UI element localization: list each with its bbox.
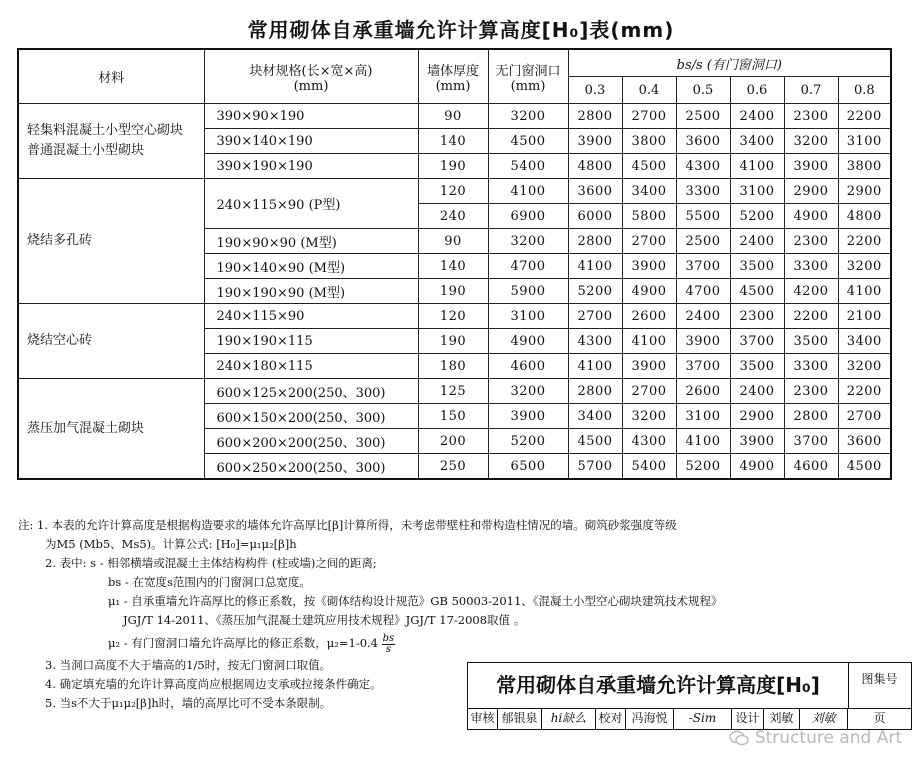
ratio-value-cell: 4900 — [622, 279, 676, 304]
col-header-no-opening-line2: (mm) — [510, 78, 546, 94]
ratio-value-cell: 2200 — [784, 304, 838, 329]
ratio-value-cell: 4100 — [676, 429, 730, 454]
signature-row — [468, 708, 911, 729]
ratio-value-cell: 3300 — [784, 354, 838, 379]
ratio-value-cell: 2300 — [784, 104, 838, 129]
ratio-value-cell: 4500 — [568, 429, 622, 454]
no-opening-cell: 4600 — [488, 354, 568, 379]
ratio-value-cell: 4500 — [730, 279, 784, 304]
ratio-value-cell: 3200 — [784, 129, 838, 154]
note-1b: 为M5 (Mb5、Ms5)。计算公式: [H₀]=μ₁μ₂[β]h — [45, 537, 297, 551]
checker-signature: -Sim — [674, 708, 732, 729]
height-table — [17, 48, 892, 480]
ratio-value-cell: 2700 — [838, 404, 891, 429]
thickness-cell: 140 — [418, 129, 488, 154]
ratio-value-cell: 2400 — [676, 304, 730, 329]
table-row — [18, 179, 891, 204]
spec-cell: 390×140×190 — [204, 129, 418, 154]
ratio-value-cell: 4700 — [676, 279, 730, 304]
ratio-value-cell: 3900 — [730, 429, 784, 454]
ratio-header-cell: 0.4 — [622, 77, 676, 104]
material-line: 烧结空心砖 — [27, 333, 93, 348]
ratio-value-cell: 4500 — [622, 154, 676, 179]
table-body — [18, 104, 891, 480]
material-cell — [18, 104, 204, 179]
ratio-value-cell: 3700 — [676, 354, 730, 379]
ratio-value-cell: 3700 — [784, 429, 838, 454]
ratio-value-cell: 2300 — [784, 229, 838, 254]
ratio-value-cell: 2900 — [838, 179, 891, 204]
ratio-value-cell: 3300 — [784, 254, 838, 279]
no-opening-cell: 6500 — [488, 454, 568, 480]
thickness-cell: 120 — [418, 304, 488, 329]
fraction-denominator: s — [385, 643, 391, 655]
col-header-thickness-line1: 墙体厚度 — [426, 63, 479, 79]
material-line: 普通混凝土小型砌块 — [27, 143, 145, 158]
ratio-value-cell: 4300 — [676, 154, 730, 179]
note-2c: μ₁ - 自承重墙允许高厚比的修正系数，按《砌体结构设计规范》GB 50003-2011、《混凝土小型空心砌块建筑技术规程》 — [108, 594, 723, 608]
ratio-value-cell: 5400 — [622, 454, 676, 480]
ratio-value-cell: 2300 — [784, 379, 838, 404]
ratio-value-cell: 4800 — [568, 154, 622, 179]
ratio-value-cell: 3700 — [730, 329, 784, 354]
reviewer-signature: hi缺么 — [542, 708, 596, 729]
ratio-value-cell: 4600 — [784, 454, 838, 480]
spec-cell: 390×90×190 — [204, 104, 418, 129]
ratio-value-cell: 2400 — [730, 229, 784, 254]
thickness-cell: 250 — [418, 454, 488, 480]
ratio-header-cell: 0.6 — [730, 77, 784, 104]
ratio-value-cell: 2400 — [730, 379, 784, 404]
page-title: 常用砌体自承重墙允许计算高度[H₀]表(mm) — [247, 18, 675, 42]
no-opening-cell: 5200 — [488, 429, 568, 454]
table-row — [18, 304, 891, 329]
thickness-cell: 90 — [418, 229, 488, 254]
ratio-value-cell: 3400 — [838, 329, 891, 354]
material-line: 蒸压加气混凝土砌块 — [27, 420, 145, 436]
ratio-value-cell: 4800 — [838, 204, 891, 229]
col-header-spec-line1: 块材规格(长×宽×高) — [249, 63, 373, 79]
col-header-material: 材料 — [18, 49, 204, 104]
col-header-thickness-line2: (mm) — [435, 78, 471, 94]
table-row — [18, 104, 891, 129]
ratio-value-cell: 3900 — [784, 154, 838, 179]
spec-cell: 240×115×90 (P型) — [204, 179, 418, 229]
ratio-value-cell: 4200 — [784, 279, 838, 304]
ratio-value-cell: 2700 — [622, 104, 676, 129]
ratio-value-cell: 4100 — [568, 254, 622, 279]
ratio-value-cell: 2700 — [568, 304, 622, 329]
ratio-value-cell: 3200 — [838, 254, 891, 279]
ratio-value-cell: 2800 — [568, 379, 622, 404]
ratio-value-cell: 2500 — [676, 229, 730, 254]
ratio-value-cell: 2900 — [730, 404, 784, 429]
spec-cell: 600×200×200(250、300) — [204, 429, 418, 454]
thickness-cell: 190 — [418, 154, 488, 179]
ratio-value-cell: 3100 — [838, 129, 891, 154]
ratio-value-cell: 2700 — [622, 379, 676, 404]
ratio-value-cell: 3500 — [784, 329, 838, 354]
note-1a: 注: 1. 本表的允许计算高度是根据构造要求的墙体允许高厚比[β]计算所得，未考虑带壁柱和带构造柱情况的墙。砌筑砂浆强度等级 — [18, 518, 677, 532]
ratio-value-cell: 2800 — [568, 104, 622, 129]
check-label: 校对 — [596, 708, 626, 729]
ratio-value-cell: 3400 — [730, 129, 784, 154]
note-2a: 2. 表中: s - 相邻横墙或混凝土主体结构构件 (柱或墙)之间的距离; — [45, 556, 377, 570]
ratio-value-cell: 3900 — [676, 329, 730, 354]
design-label: 设计 — [732, 708, 764, 729]
col-header-ratio-group: bs/s (有门窗洞口) — [568, 49, 891, 77]
watermark-text: Structure and Art — [754, 728, 902, 748]
ratio-value-cell: 4900 — [784, 204, 838, 229]
ratio-value-cell: 2700 — [622, 229, 676, 254]
note-2e-text: μ₂ - 有门窗洞口墙允许高厚比的修正系数，μ₂=1-0.4 — [108, 636, 378, 650]
note-2b: bs - 在宽度s范围内的门窗洞口总宽度。 — [108, 575, 311, 589]
note-2e — [18, 630, 898, 656]
ratio-value-cell: 4900 — [730, 454, 784, 480]
spec-cell: 600×250×200(250、300) — [204, 454, 418, 480]
ratio-value-cell: 2200 — [838, 229, 891, 254]
ratio-value-cell: 4100 — [568, 354, 622, 379]
ratio-value-cell: 3100 — [676, 404, 730, 429]
ratio-value-cell: 2500 — [676, 104, 730, 129]
ratio-value-cell: 2800 — [784, 404, 838, 429]
ratio-value-cell: 5200 — [568, 279, 622, 304]
ratio-value-cell: 2600 — [622, 304, 676, 329]
spec-cell: 240×180×115 — [204, 354, 418, 379]
thickness-cell: 120 — [418, 179, 488, 204]
ratio-value-cell: 3400 — [568, 404, 622, 429]
material-cell — [18, 179, 204, 304]
ratio-value-cell: 2800 — [568, 229, 622, 254]
ratio-value-cell: 3600 — [568, 179, 622, 204]
ratio-header-cell: 0.3 — [568, 77, 622, 104]
note-4: 4. 确定填充墙的允许计算高度尚应根据周边支承或拉接条件确定。 — [45, 677, 382, 691]
material-line: 轻集料混凝土小型空心砌块 — [27, 123, 184, 138]
no-opening-cell: 4100 — [488, 179, 568, 204]
ratio-value-cell: 2300 — [730, 304, 784, 329]
no-opening-cell: 3100 — [488, 304, 568, 329]
note-2d: JGJ/T 14-2011、《蒸压加气混凝土建筑应用技术规程》JGJ/T 17-2008取值 。 — [123, 613, 526, 627]
ratio-value-cell: 4100 — [838, 279, 891, 304]
ratio-value-cell: 5800 — [622, 204, 676, 229]
no-opening-cell: 5400 — [488, 154, 568, 179]
no-opening-cell: 3900 — [488, 404, 568, 429]
material-cell — [18, 379, 204, 480]
ratio-value-cell: 2100 — [838, 304, 891, 329]
thickness-cell: 90 — [418, 104, 488, 129]
ratio-value-cell: 3800 — [838, 154, 891, 179]
ratio-value-cell: 5200 — [676, 454, 730, 480]
designer-signature: 刘敏 — [800, 708, 848, 729]
thickness-cell: 190 — [418, 329, 488, 354]
ratio-value-cell: 3700 — [676, 254, 730, 279]
thickness-cell: 240 — [418, 204, 488, 229]
ratio-value-cell: 3200 — [838, 354, 891, 379]
table-row — [18, 379, 891, 404]
ratio-value-cell: 4300 — [622, 429, 676, 454]
checker-name: 冯海悦 — [626, 708, 674, 729]
thickness-cell: 150 — [418, 404, 488, 429]
ratio-value-cell: 3100 — [730, 179, 784, 204]
ratio-value-cell: 3600 — [676, 129, 730, 154]
no-opening-cell: 4900 — [488, 329, 568, 354]
review-label: 审核 — [468, 708, 498, 729]
ratio-value-cell: 3500 — [730, 254, 784, 279]
ratio-value-cell: 3900 — [568, 129, 622, 154]
thickness-cell: 190 — [418, 279, 488, 304]
col-header-spec — [204, 49, 418, 104]
note-3: 3. 当洞口高度不大于墙高的1/5时，按无门窗洞口取值。 — [45, 658, 332, 672]
wechat-icon — [729, 730, 749, 746]
ratio-value-cell: 2600 — [676, 379, 730, 404]
designer-name: 刘敏 — [764, 708, 800, 729]
thickness-cell: 125 — [418, 379, 488, 404]
spec-cell: 190×90×90 (M型) — [204, 229, 418, 254]
spec-cell: 240×115×90 — [204, 304, 418, 329]
no-opening-cell: 5900 — [488, 279, 568, 304]
ratio-header-cell: 0.8 — [838, 77, 891, 104]
spec-cell: 600×125×200(250、300) — [204, 379, 418, 404]
no-opening-cell: 3200 — [488, 104, 568, 129]
no-opening-cell: 6900 — [488, 204, 568, 229]
ratio-value-cell: 4500 — [838, 454, 891, 480]
ratio-value-cell: 4100 — [622, 329, 676, 354]
ratio-value-cell: 3900 — [622, 254, 676, 279]
ratio-value-cell: 5500 — [676, 204, 730, 229]
ratio-value-cell: 3300 — [676, 179, 730, 204]
ratio-value-cell: 5200 — [730, 204, 784, 229]
ratio-value-cell: 3500 — [730, 354, 784, 379]
spec-cell: 390×190×190 — [204, 154, 418, 179]
spec-cell: 190×190×115 — [204, 329, 418, 354]
col-header-no-opening — [488, 49, 568, 104]
thickness-cell: 200 — [418, 429, 488, 454]
note-5: 5. 当s不大于μ₁μ₂[β]h时，墙的高厚比可不受本条限制。 — [45, 696, 332, 710]
no-opening-cell: 4700 — [488, 254, 568, 279]
thickness-cell: 140 — [418, 254, 488, 279]
spec-cell: 600×150×200(250、300) — [204, 404, 418, 429]
mu2-fraction — [382, 634, 396, 655]
col-header-no-opening-line1: 无门窗洞口 — [495, 63, 561, 79]
ratio-value-cell: 3600 — [838, 429, 891, 454]
ratio-value-cell: 5700 — [568, 454, 622, 480]
title-block-title: 常用砌体自承重墙允许计算高度[H₀] — [468, 663, 849, 709]
title-block — [467, 662, 912, 730]
col-header-thickness — [418, 49, 488, 104]
watermark — [729, 728, 902, 748]
atlas-number-label: 图集号 — [848, 663, 911, 709]
ratio-value-cell: 2200 — [838, 379, 891, 404]
ratio-value-cell: 3800 — [622, 129, 676, 154]
ratio-value-cell: 2900 — [784, 179, 838, 204]
no-opening-cell: 3200 — [488, 229, 568, 254]
ratio-value-cell: 2200 — [838, 104, 891, 129]
material-line: 烧结多孔砖 — [27, 233, 93, 248]
spec-cell: 190×190×90 (M型) — [204, 279, 418, 304]
ratio-value-cell: 4100 — [730, 154, 784, 179]
ratio-header-cell: 0.5 — [676, 77, 730, 104]
page-label: 页 — [873, 711, 886, 725]
fraction-numerator: bs — [382, 632, 395, 644]
material-cell — [18, 304, 204, 379]
ratio-value-cell: 6000 — [568, 204, 622, 229]
col-header-spec-line2: (mm) — [293, 78, 329, 94]
thickness-cell: 180 — [418, 354, 488, 379]
reviewer-name: 郁银泉 — [498, 708, 542, 729]
ratio-value-cell: 2400 — [730, 104, 784, 129]
ratio-value-cell: 4300 — [568, 329, 622, 354]
ratio-value-cell: 3400 — [622, 179, 676, 204]
ratio-value-cell: 3200 — [622, 404, 676, 429]
spec-cell: 190×140×90 (M型) — [204, 254, 418, 279]
no-opening-cell: 3200 — [488, 379, 568, 404]
no-opening-cell: 4500 — [488, 129, 568, 154]
ratio-value-cell: 3900 — [622, 354, 676, 379]
ratio-header-cell: 0.7 — [784, 77, 838, 104]
